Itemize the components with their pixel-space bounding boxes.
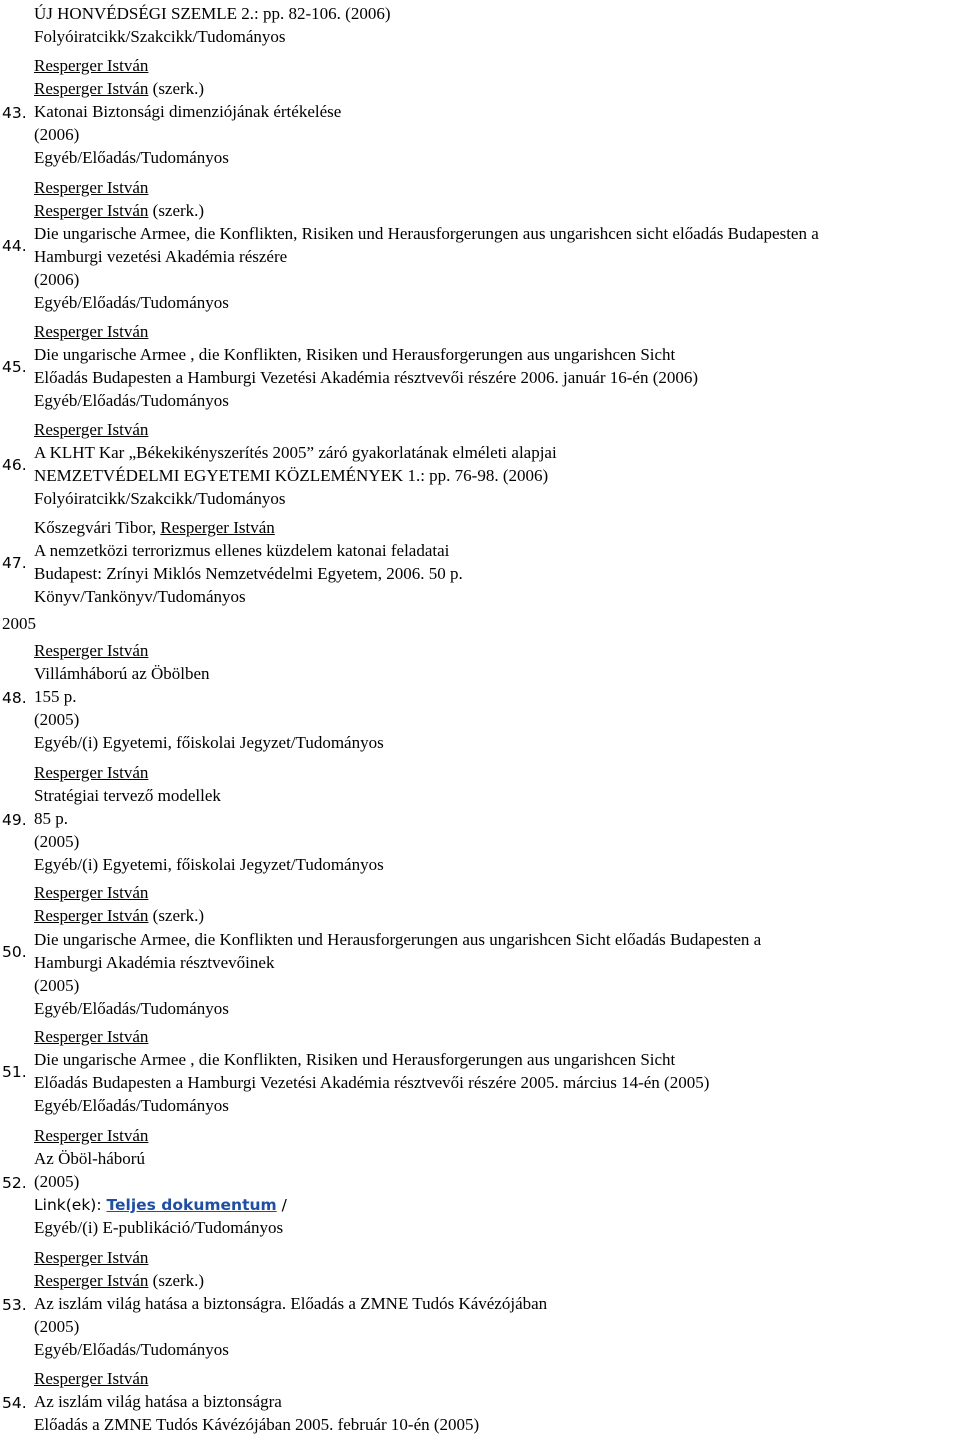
entry-publisher: Budapest: Zrínyi Miklós Nemzetvédelmi Egyetem, 2006. 50 p. bbox=[34, 564, 463, 583]
entry-title: Villámháború az Öbölben bbox=[34, 664, 210, 683]
entry-links bbox=[34, 1195, 287, 1215]
author-link[interactable]: Resperger István bbox=[34, 322, 149, 341]
entry-pages: 85 p. bbox=[34, 809, 68, 828]
entry-title-line-2: Előadás Budapesten a Hamburgi Vezetési Akadémia résztvevői részére 2006. január 16-én (2006) bbox=[34, 368, 699, 387]
author-link[interactable]: Resperger István bbox=[34, 1248, 149, 1267]
author-link[interactable]: Resperger István bbox=[34, 763, 149, 782]
entry-year: (2005) bbox=[34, 976, 80, 995]
entry-type: Egyéb/Előadás/Tudományos bbox=[34, 293, 229, 312]
entry-year: (2005) bbox=[34, 710, 80, 729]
entry-number: 52. bbox=[2, 1174, 27, 1192]
entry-number: 48. bbox=[2, 689, 27, 707]
entry-number: 46. bbox=[2, 456, 27, 474]
editor-suffix: (szerk.) bbox=[148, 79, 205, 98]
entry-type: Egyéb/(i) E-publikáció/Tudományos bbox=[34, 1218, 284, 1237]
entry-title: A nemzetközi terrorizmus ellenes küzdelem katonai feladatai bbox=[34, 541, 450, 560]
entry-type: Egyéb/Előadás/Tudományos bbox=[34, 999, 229, 1018]
entry-number: 50. bbox=[2, 943, 27, 961]
entry-type: Egyéb/Előadás/Tudományos bbox=[34, 148, 229, 167]
entry-subtitle: Előadás a ZMNE Tudós Kávézójában 2005. február 10-én (2005) bbox=[34, 1415, 480, 1434]
entry-pages: 155 p. bbox=[34, 687, 77, 706]
entry-title: Az iszlám világ hatása a biztonságra bbox=[34, 1392, 282, 1411]
author-link[interactable]: Resperger István bbox=[34, 178, 149, 197]
full-document-link[interactable]: Teljes dokumentum bbox=[106, 1196, 277, 1214]
links-prefix: Link(ek): bbox=[34, 1196, 107, 1214]
entry-editor bbox=[34, 906, 204, 926]
editor-link[interactable]: Resperger István bbox=[34, 201, 149, 220]
author-link[interactable]: Resperger István bbox=[34, 1126, 149, 1145]
entry-title-line-2: Előadás Budapesten a Hamburgi Vezetési Akadémia résztvevői részére 2005. március 14-én (2005) bbox=[34, 1073, 710, 1092]
entry-title-line-1: Die ungarische Armee , die Konflikten, Risiken und Herausforgerungen aus ungarishcen Sicht bbox=[34, 1050, 676, 1069]
entry-type: Könyv/Tankönyv/Tudományos bbox=[34, 587, 246, 606]
entry-year: (2005) bbox=[34, 1172, 80, 1191]
year-heading: 2005 bbox=[2, 614, 36, 633]
entry-author bbox=[34, 1369, 148, 1389]
entry-number: 44. bbox=[2, 237, 27, 255]
entry-author bbox=[34, 1126, 148, 1146]
entry-year: (2006) bbox=[34, 270, 80, 289]
entry-author bbox=[34, 420, 148, 440]
coauthor-name: Kőszegvári Tibor, bbox=[34, 518, 161, 537]
entry-title: Katonai Biztonsági dimenziójának értékelése bbox=[34, 102, 342, 121]
entry-number: 51. bbox=[2, 1063, 27, 1081]
entry-year: (2005) bbox=[34, 1317, 80, 1336]
author-link[interactable]: Resperger István bbox=[34, 56, 149, 75]
entry-author bbox=[34, 641, 148, 661]
author-link[interactable]: Resperger István bbox=[34, 641, 149, 660]
entry-author bbox=[34, 322, 148, 342]
author-link[interactable]: Resperger István bbox=[34, 1369, 149, 1388]
editor-suffix: (szerk.) bbox=[148, 906, 205, 925]
entry-type: Folyóiratcikk/Szakcikk/Tudományos bbox=[34, 27, 286, 46]
entry-author bbox=[34, 56, 148, 76]
entry-type: Egyéb/Előadás/Tudományos bbox=[34, 1096, 229, 1115]
entry-title: A KLHT Kar „Békekikényszerítés 2005” záró gyakorlatának elméleti alapjai bbox=[34, 443, 557, 462]
entry-type: Egyéb/(i) Egyetemi, főiskolai Jegyzet/Tudományos bbox=[34, 855, 384, 874]
entry-title-line-1: Die ungarische Armee , die Konflikten, Risiken und Herausforgerungen aus ungarishcen Sicht bbox=[34, 345, 676, 364]
entry-title-line-1: Die ungarische Armee, die Konflikten, Risiken und Herausforgerungen aus ungarishcen sicht előadás Budapesten a bbox=[34, 224, 819, 243]
author-link[interactable]: Resperger István bbox=[34, 420, 149, 439]
entry-title-line-2: Hamburgi vezetési Akadémia részére bbox=[34, 247, 288, 266]
entry-editor bbox=[34, 79, 204, 99]
entry-type: Egyéb/(i) Egyetemi, főiskolai Jegyzet/Tudományos bbox=[34, 733, 384, 752]
entry-journal: ÚJ HONVÉDSÉGI SZEMLE 2.: pp. 82-106. (2006) bbox=[34, 4, 391, 23]
author-link[interactable]: Resperger István bbox=[34, 883, 149, 902]
editor-link[interactable]: Resperger István bbox=[34, 1271, 149, 1290]
author-link[interactable]: Resperger István bbox=[160, 518, 275, 537]
entry-number: 49. bbox=[2, 811, 27, 829]
entry-number: 45. bbox=[2, 358, 27, 376]
entry-type: Folyóiratcikk/Szakcikk/Tudományos bbox=[34, 489, 286, 508]
entry-author bbox=[34, 178, 148, 198]
entry-year: (2006) bbox=[34, 125, 80, 144]
entry-author bbox=[34, 1248, 148, 1268]
entry-authors bbox=[34, 518, 275, 538]
entry-number: 53. bbox=[2, 1296, 27, 1314]
author-link[interactable]: Resperger István bbox=[34, 1027, 149, 1046]
entry-number: 54. bbox=[2, 1394, 27, 1412]
editor-link[interactable]: Resperger István bbox=[34, 79, 149, 98]
entry-title: Az iszlám világ hatása a biztonságra. Előadás a ZMNE Tudós Kávézójában bbox=[34, 1294, 548, 1313]
editor-suffix: (szerk.) bbox=[148, 1271, 205, 1290]
editor-suffix: (szerk.) bbox=[148, 201, 205, 220]
entry-author bbox=[34, 1027, 148, 1047]
entry-year: (2005) bbox=[34, 832, 80, 851]
entry-title: Az Öböl-háború bbox=[34, 1149, 145, 1168]
entry-journal: NEMZETVÉDELMI EGYETEMI KÖZLEMÉNYEK 1.: pp. 76-98. (2006) bbox=[34, 466, 549, 485]
entry-title-line-1: Die ungarische Armee, die Konflikten und Herausforgerungen aus ungarishcen Sicht előadás Budapesten a bbox=[34, 930, 762, 949]
entry-author bbox=[34, 883, 148, 903]
editor-link[interactable]: Resperger István bbox=[34, 906, 149, 925]
entry-number: 43. bbox=[2, 104, 27, 122]
entry-type: Egyéb/Előadás/Tudományos bbox=[34, 391, 229, 410]
entry-author bbox=[34, 763, 148, 783]
entry-number: 47. bbox=[2, 554, 27, 572]
entry-editor bbox=[34, 1271, 204, 1291]
links-suffix: / bbox=[276, 1196, 287, 1214]
entry-title: Stratégiai tervező modellek bbox=[34, 786, 221, 805]
entry-type: Egyéb/Előadás/Tudományos bbox=[34, 1340, 229, 1359]
entry-title-line-2: Hamburgi Akadémia résztvevőinek bbox=[34, 953, 275, 972]
entry-editor bbox=[34, 201, 204, 221]
